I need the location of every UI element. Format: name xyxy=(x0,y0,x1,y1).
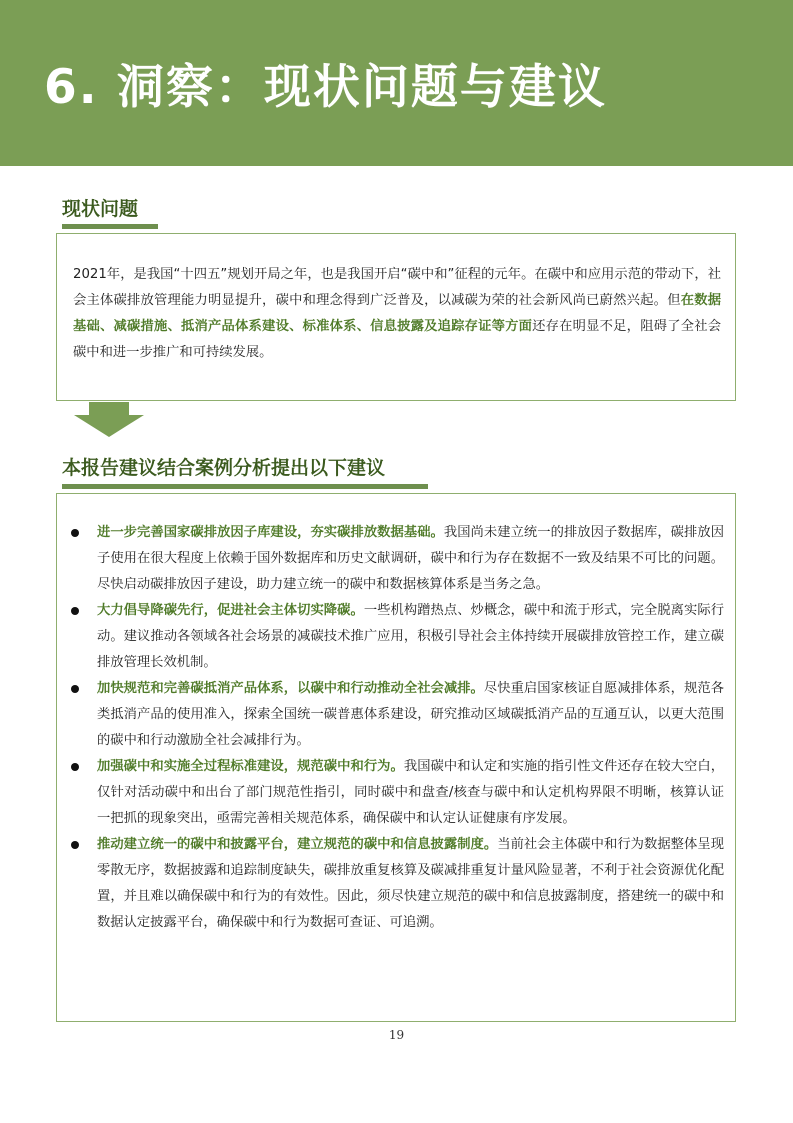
bullet-icon xyxy=(71,607,79,615)
bullet-icon xyxy=(71,529,79,537)
bullet-icon xyxy=(71,685,79,693)
recommendation-title: 进一步完善国家碳排放因子库建设，夯实碳排放数据基础。 xyxy=(97,525,444,540)
recommendations-heading-underline xyxy=(62,484,428,489)
recommendations-box xyxy=(56,493,736,1022)
recommendation-text xyxy=(97,598,724,676)
recommendation-title: 加快规范和完善碳抵消产品体系，以碳中和行动推动全社会减排。 xyxy=(97,681,484,696)
bullet-icon xyxy=(71,841,79,849)
status-paragraph xyxy=(73,262,721,366)
status-paragraph-tail: 还存在明显不足，阻碍了全社会碳中和进一步推广和可持续发展。 xyxy=(73,319,722,360)
recommendation-text xyxy=(97,520,724,598)
recommendation-title: 推动建立统一的碳中和披露平台，建立规范的碳中和信息披露制度。 xyxy=(97,837,498,852)
status-box xyxy=(56,233,736,401)
recommendation-title: 大力倡导降碳先行，促进社会主体切实降碳。 xyxy=(97,603,364,618)
list-item xyxy=(57,598,737,676)
list-item xyxy=(57,832,737,936)
recommendation-body: 当前社会主体碳中和行为数据整体呈现零散无序，数据披露和追踪制度缺失，碳排放重复核算及碳减排重复计量风险显著，不利于社会资源优化配置，并且难以确保碳中和行为的有效性。因此，须尽快建立规范的碳中和信息披露制度，搭建统一的碳中和数据认定披露平台，确保碳中和行为数据可查证、可追溯。 xyxy=(97,837,725,930)
list-item xyxy=(57,520,737,598)
bullet-icon xyxy=(71,763,79,771)
down-arrow-icon xyxy=(74,402,144,437)
recommendations-heading: 本报告建议结合案例分析提出以下建议 xyxy=(62,457,386,479)
status-heading: 现状问题 xyxy=(62,198,139,220)
recommendation-body: 我国尚未建立统一的排放因子数据库，碳排放因子使用在很大程度上依赖于国外数据库和历史文献调研，碳中和行为存在数据不一致及结果不可比的问题。尽快启动碳排放因子建设，助力建立统一的碳中和数据核算体系是当务之急。 xyxy=(97,525,724,592)
recommendation-body: 一些机构蹭热点、炒概念，碳中和流于形式，完全脱离实际行动。建议推动各领域各社会场景的减碳技术推广应用，积极引导社会主体持续开展碳排放管控工作，建立碳排放管理长效机制。 xyxy=(97,603,724,670)
recommendations-list xyxy=(57,520,737,936)
list-item xyxy=(57,676,737,754)
recommendation-body: 尽快重启国家核证自愿减排体系，规范各类抵消产品的使用准入，探索全国统一碳普惠体系建设，研究推动区域碳抵消产品的互通互认，以更大范围的碳中和行动激励全社会减排行为。 xyxy=(97,681,725,748)
header-band xyxy=(0,0,793,166)
status-paragraph-emphasis: 在数据基础、减碳措施、抵消产品体系建设、标准体系、信息披露及追踪存证等方面 xyxy=(73,293,722,334)
page-number: 19 xyxy=(388,1028,405,1042)
status-paragraph-lead: 2021年，是我国“十四五”规划开局之年，也是我国开启“碳中和”征程的元年。在碳中和应用示范的带动下，社会主体碳排放管理能力明显提升，碳中和理念得到广泛普及，以减碳为荣的社会新风尚已蔚然兴起。但 xyxy=(73,267,721,308)
recommendation-text xyxy=(97,832,724,936)
recommendation-title: 加强碳中和实施全过程标准建设，规范碳中和行为。 xyxy=(97,759,404,774)
page-title: 6. 洞察：现状问题与建议 xyxy=(44,60,607,115)
recommendation-text xyxy=(97,754,724,832)
list-item xyxy=(57,754,737,832)
recommendation-body: 我国碳中和认定和实施的指引性文件还存在较大空白，仅针对活动碳中和出台了部门规范性指引，同时碳中和盘查/核查与碳中和认定机构界限不明晰，核算认证一把抓的现象突出，亟需完善相关规范体系，确保碳中和认定认证健康有序发展。 xyxy=(97,759,725,826)
recommendation-text xyxy=(97,676,724,754)
status-heading-underline xyxy=(62,224,158,229)
